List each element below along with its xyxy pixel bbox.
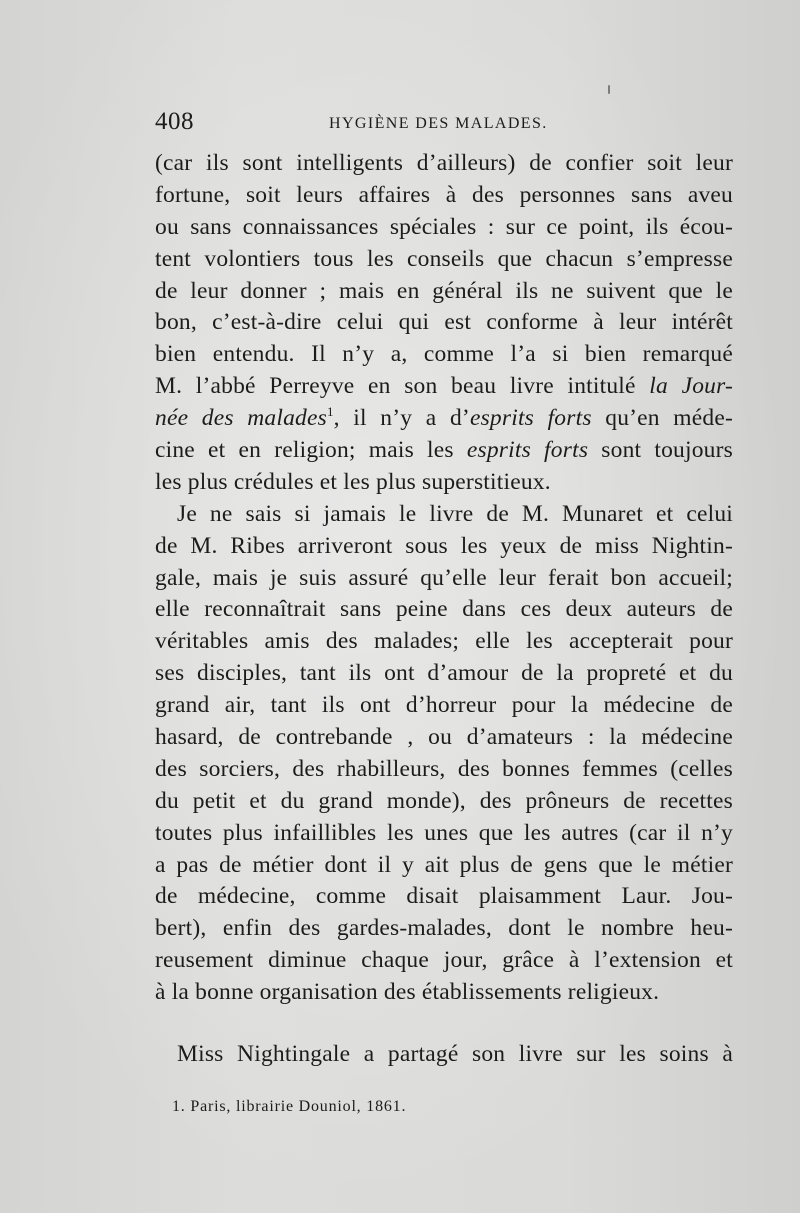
text-line: (car ils sont intelligents d’ailleurs) de confier soit leur bbox=[155, 150, 733, 176]
text-line: toutes plus infaillibles les unes que les autres (car il n’y bbox=[155, 819, 733, 846]
text-line: bien entendu. Il n’y a, comme l’a si bien remarqué bbox=[155, 341, 733, 368]
text-line: les plus crédules et les plus superstitieux. bbox=[155, 468, 551, 495]
text-line: a pas de métier dont il y ait plus de gens que le métier bbox=[155, 851, 733, 878]
footnote-marker: 1 bbox=[326, 404, 334, 420]
text-span: , il n’y a d’ bbox=[333, 405, 470, 432]
text-line: du petit et du grand monde), des prôneurs de recettes bbox=[155, 787, 733, 814]
book-title-italic: née des malades bbox=[155, 405, 327, 432]
text-line: de leur donner ; mais en général ils ne suivent que le bbox=[155, 277, 733, 304]
text-line: de médecine, comme disait plaisamment Laur. Jou- bbox=[155, 883, 733, 910]
body-text bbox=[155, 148, 733, 1071]
text-line: à la bonne organisation des établissements religieux. bbox=[155, 979, 660, 1006]
page-number: 408 bbox=[155, 108, 194, 135]
book-title-italic: la Jour- bbox=[649, 373, 733, 400]
text-line: grand air, tant ils ont d’horreur pour la médecine de bbox=[155, 692, 733, 719]
text-line: gale, mais je suis assuré qu’elle leur ferait bon accueil; bbox=[155, 564, 733, 591]
footnote: 1. Paris, librairie Douniol, 1861. bbox=[172, 1098, 407, 1115]
text-span: cine et en religion; mais les bbox=[155, 437, 467, 464]
text-line: tent volontiers tous les conseils que chacun s’empresse bbox=[155, 245, 733, 272]
text-line: fortune, soit leurs affaires à des personnes sans aveu bbox=[155, 181, 733, 208]
text-line: elle reconnaîtrait sans peine dans ces deux auteurs de bbox=[155, 596, 733, 623]
text-line bbox=[155, 435, 733, 467]
paragraph-gap bbox=[155, 1009, 733, 1039]
text-line bbox=[155, 403, 733, 435]
text-span: qu’en méde- bbox=[591, 405, 734, 432]
text-line: de M. Ribes arriveront sous les yeux de miss Nightin- bbox=[155, 532, 733, 559]
emphasis-italic: esprits forts bbox=[469, 405, 592, 432]
ink-speck bbox=[608, 85, 610, 94]
text-line: ses disciples, tant ils ont d’amour de la propreté et du bbox=[155, 660, 733, 687]
text-line: Miss Nightingale a partagé son livre sur les soins à bbox=[177, 1041, 733, 1068]
text-line: Je ne sais si jamais le livre de M. Munaret et celui bbox=[177, 500, 733, 527]
text-line: des sorciers, des rhabilleurs, des bonnes femmes (celles bbox=[155, 755, 733, 782]
text-span: M. l’abbé Perreyve en son beau livre intitulé bbox=[155, 373, 650, 400]
text-line: véritables amis des malades; elle les accepterait pour bbox=[155, 628, 733, 655]
text-line bbox=[155, 371, 733, 403]
text-line: ou sans connaissances spéciales : sur ce point, ils écou- bbox=[155, 213, 733, 240]
text-line: reusement diminue chaque jour, grâce à l’extension et bbox=[155, 947, 733, 974]
text-line: bon, c’est-à-dire celui qui est conforme à leur intérêt bbox=[155, 309, 733, 336]
running-title: HYGIÈNE DES MALADES. bbox=[329, 115, 548, 132]
text-span: sont toujours bbox=[588, 437, 734, 464]
text-line: hasard, de contrebande , ou d’amateurs : la médecine bbox=[155, 724, 733, 751]
page-header bbox=[155, 108, 740, 140]
emphasis-italic: esprits forts bbox=[466, 437, 589, 464]
text-line: bert), enfin des gardes-malades, dont le nombre heu- bbox=[155, 915, 733, 942]
